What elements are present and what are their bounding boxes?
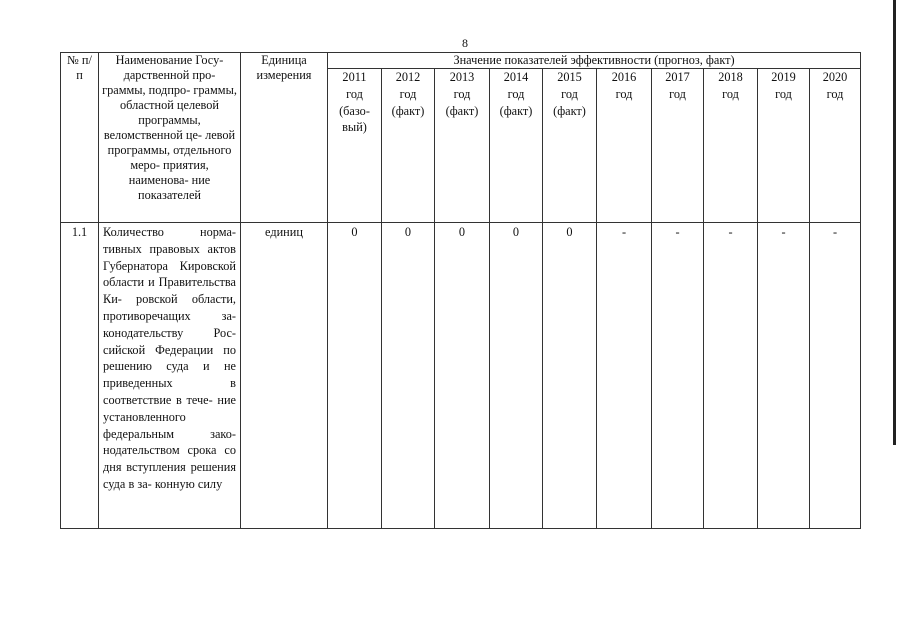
row-unit: единиц bbox=[241, 223, 328, 529]
header-year-note: год bbox=[722, 86, 739, 101]
header-name: Наименование Госу- дарственной про- граммы, подпро- граммы, областной целевой программы, веломственной це- левой программы, отдельного меро- приятия, наименова- ние показателей bbox=[99, 53, 241, 223]
header-year-cell bbox=[328, 69, 382, 223]
row-value: - bbox=[758, 223, 810, 529]
header-number: № п/п bbox=[61, 53, 99, 223]
header-year-cell bbox=[543, 69, 597, 223]
header-year: 2017 bbox=[665, 70, 690, 84]
header-year-cell bbox=[435, 69, 490, 223]
header-year-note: год (факт) bbox=[499, 86, 533, 118]
table-row bbox=[61, 223, 861, 529]
row-value: 0 bbox=[490, 223, 543, 529]
header-year: 2014 bbox=[503, 70, 529, 84]
header-year-cell bbox=[652, 69, 704, 223]
row-value: 0 bbox=[435, 223, 490, 529]
header-year-cell bbox=[490, 69, 543, 223]
header-year-note: год bbox=[826, 86, 844, 101]
row-value: - bbox=[810, 223, 861, 529]
header-year: 2018 bbox=[718, 70, 743, 84]
page-number: 8 bbox=[462, 36, 468, 50]
row-value: 0 bbox=[543, 223, 597, 529]
header-year: 2012 bbox=[395, 70, 421, 84]
header-year-cell bbox=[382, 69, 435, 223]
row-value: - bbox=[597, 223, 652, 529]
header-year-cell bbox=[597, 69, 652, 223]
row-value: 0 bbox=[328, 223, 382, 529]
header-year-cell bbox=[758, 69, 810, 223]
header-year: 2019 bbox=[771, 70, 796, 84]
header-year-cell bbox=[704, 69, 758, 223]
header-year: 2016 bbox=[611, 70, 637, 84]
row-value: - bbox=[704, 223, 758, 529]
header-year-note: год bbox=[669, 86, 686, 101]
header-year-note: год (базо- вый) bbox=[339, 86, 370, 135]
header-year: 2011 bbox=[342, 70, 367, 84]
row-value: - bbox=[652, 223, 704, 529]
header-year-note: год (факт) bbox=[553, 86, 586, 118]
header-year: 2015 bbox=[557, 70, 582, 84]
header-year: 2013 bbox=[449, 70, 475, 84]
header-indicator-group: Значение показателей эффективности (прогноз, факт) bbox=[328, 53, 861, 69]
header-unit: Единица измерения bbox=[241, 53, 328, 223]
row-number: 1.1 bbox=[61, 223, 99, 529]
header-year-note: год bbox=[615, 86, 633, 101]
scan-edge-line bbox=[893, 0, 896, 445]
header-year-note: год (факт) bbox=[445, 86, 479, 118]
indicators-table bbox=[60, 52, 861, 529]
header-year: 2020 bbox=[822, 70, 848, 84]
header-year-cell bbox=[810, 69, 861, 223]
header-year-note: год bbox=[775, 86, 792, 101]
row-value: 0 bbox=[382, 223, 435, 529]
row-indicator-name: Количество норма- тивных правовых актов Губернатора Кировской области и Правительства Ки- ровской области, противоречащих за- конодательству Рос- сийской Федерации по решению суда и не приведенных в соответствие в тече- ние установленного федеральным зако- нодательством срока со дня вступления решения суда в за- конную силу bbox=[99, 223, 241, 529]
header-year-note: год (факт) bbox=[391, 86, 425, 118]
